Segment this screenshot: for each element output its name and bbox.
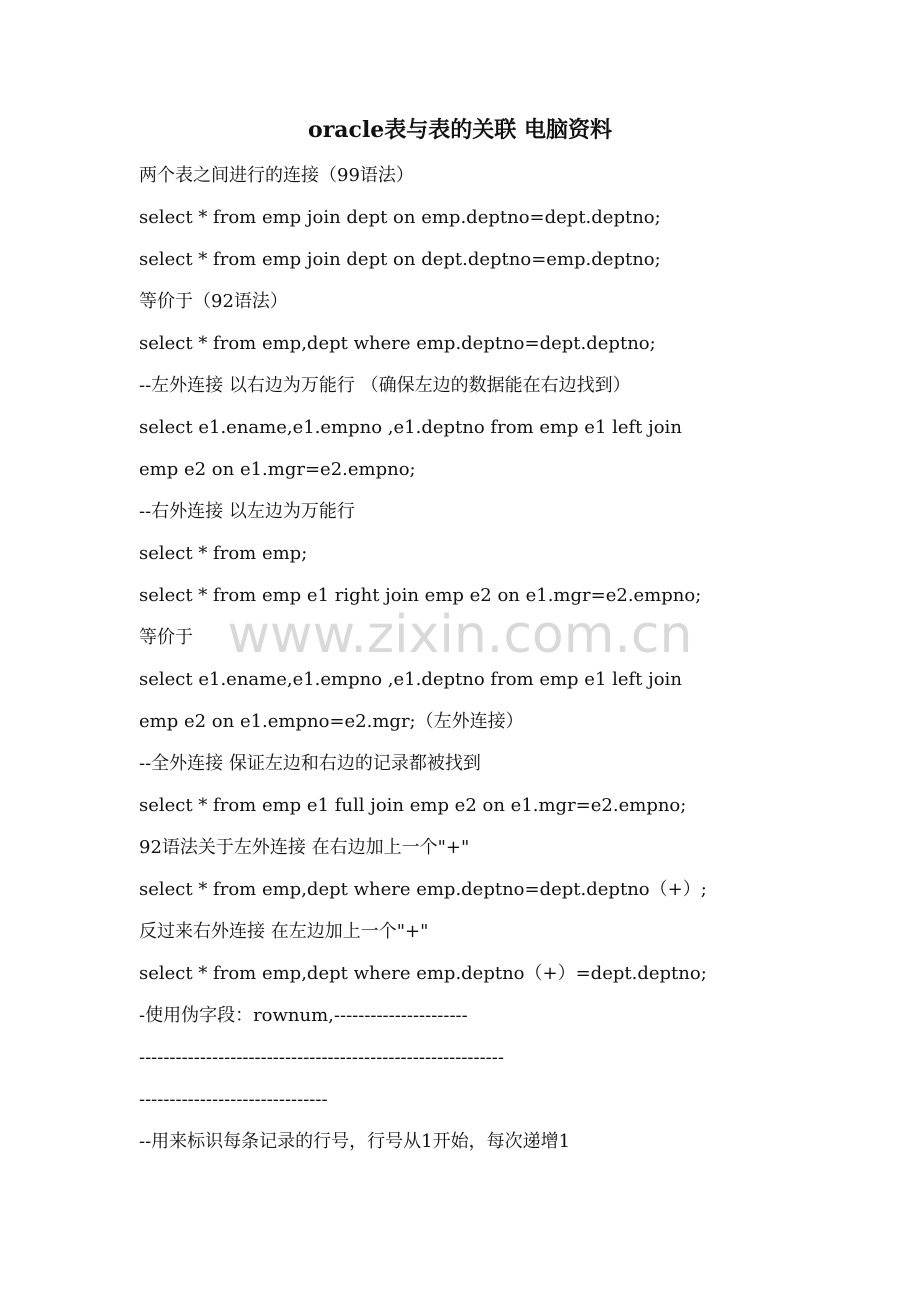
- text-line: 92语法关于左外连接 在右边加上一个"+": [139, 837, 470, 858]
- comment-line: --右外连接 以左边为万能行: [139, 501, 355, 522]
- code-line: select * from emp join dept on emp.deptno=dept.deptno;: [139, 207, 661, 228]
- text-line: 两个表之间进行的连接（99语法）: [139, 165, 414, 186]
- code-line: select * from emp;: [139, 543, 308, 564]
- code-line: select * from emp e1 full join emp e2 on e1.mgr=e2.empno;: [139, 795, 687, 816]
- code-line: emp e2 on e1.empno=e2.mgr;（左外连接）: [139, 711, 524, 732]
- text-line: 等价于: [139, 627, 193, 648]
- separator-line: ------------------------------------------------------------: [139, 1047, 504, 1068]
- document-body: [139, 155, 799, 1163]
- code-line: select * from emp join dept on dept.deptno=emp.deptno;: [139, 249, 661, 270]
- comment-line: --全外连接 保证左边和右边的记录都被找到: [139, 753, 481, 774]
- code-line: select * from emp e1 right join emp e2 on e1.mgr=e2.empno;: [139, 585, 702, 606]
- code-line: emp e2 on e1.mgr=e2.empno;: [139, 459, 416, 480]
- comment-line: --用来标识每条记录的行号，行号从1开始，每次递增1: [139, 1131, 571, 1152]
- code-line: select * from emp,dept where emp.deptno（+）=dept.deptno;: [139, 963, 707, 984]
- text-line: 等价于（92语法）: [139, 291, 288, 312]
- code-line: select e1.ename,e1.empno ,e1.deptno from emp e1 left join: [139, 669, 682, 690]
- separator-line: -------------------------------: [139, 1089, 328, 1110]
- comment-line: --左外连接 以右边为万能行 （确保左边的数据能在右边找到）: [139, 375, 631, 396]
- document-title: oracle表与表的关联 电脑资料: [308, 117, 612, 143]
- code-line: select e1.ename,e1.empno ,e1.deptno from emp e1 left join: [139, 417, 682, 438]
- comment-line: -使用伪字段：rownum,----------------------: [139, 1005, 468, 1026]
- text-line: 反过来右外连接 在左边加上一个"+": [139, 921, 429, 942]
- watermark: www.zixin.com.cn: [227, 605, 693, 665]
- code-line: select * from emp,dept where emp.deptno=dept.deptno;: [139, 333, 656, 354]
- code-line: select * from emp,dept where emp.deptno=dept.deptno（+）;: [139, 879, 707, 900]
